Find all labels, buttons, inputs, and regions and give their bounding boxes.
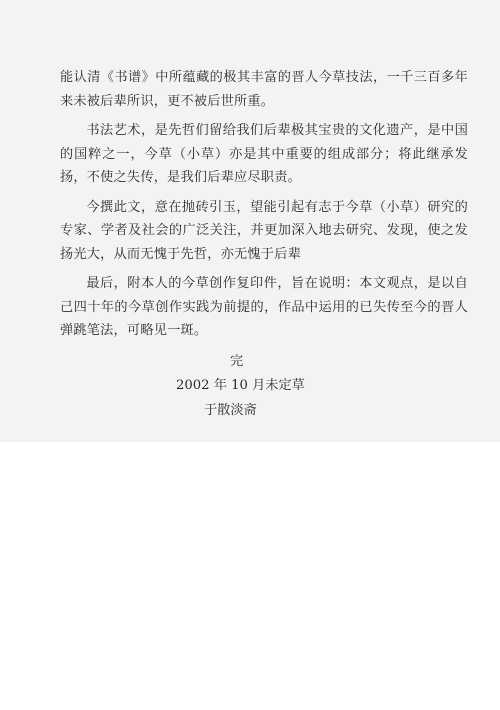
draft-date: 2002 年 10 月未定草 — [176, 378, 305, 393]
body-text — [60, 66, 468, 349]
paragraph-continued: 能认清《书谱》中所蕴藏的极其丰富的晋人今草技法，一千三百多年来未被后辈所识，更不被后世所重。 — [60, 70, 468, 109]
paragraph-appendix-note: 最后，附本人的今草创作复印件，旨在说明：本文观点，是以自己四十年的今草创作实践为前提的，作品中运用的已失传至今的晋人弹跳笔法，可略见一斑。 — [60, 276, 468, 338]
end-mark: 完 — [230, 354, 244, 369]
paragraph-purpose: 今撰此文，意在抛砖引玉，望能引起有志于今草（小草）研究的专家、学者及社会的广泛关注，并更加深入地去研究、发现，使之发扬光大，从而无愧于先哲，亦无愧于后辈 — [60, 199, 468, 262]
author-signature: 于散淡斋 — [204, 403, 257, 418]
paragraph-calligraphy-heritage: 书法艺术，是先哲们留给我们后辈极其宝贵的文化遗产，是中国的国粹之一，今草（小草）亦是其中重要的组成部分；将此继承发扬，不使之失传，是我们后辈应尽职责。 — [60, 123, 468, 185]
